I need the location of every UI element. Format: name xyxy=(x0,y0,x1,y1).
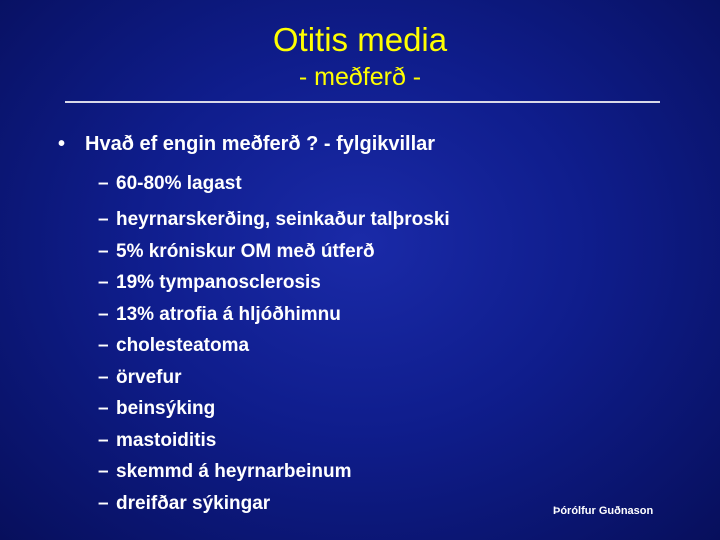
main-bullet xyxy=(58,131,435,157)
list-item-text: 13% atrofia á hljóðhimnu xyxy=(116,303,341,325)
list-item xyxy=(98,490,450,522)
dash-icon: – xyxy=(98,366,109,388)
dash-icon: – xyxy=(98,303,109,325)
bullet-dot-icon: • xyxy=(58,133,66,155)
list-item-text: örvefur xyxy=(116,366,182,388)
slide-subtitle: - meðferð - xyxy=(298,63,422,91)
dash-icon: – xyxy=(98,335,109,356)
dash-icon: – xyxy=(98,209,109,230)
dash-icon: – xyxy=(98,173,109,194)
list-item xyxy=(98,395,450,427)
dash-icon: – xyxy=(98,398,109,419)
list-item-text: cholesteatoma xyxy=(116,335,250,356)
list-item xyxy=(98,238,450,270)
list-item xyxy=(98,170,450,206)
slide-title: Otitis media xyxy=(272,21,448,58)
dash-icon: – xyxy=(98,429,109,451)
author-credit: Þórólfur Guðnason xyxy=(553,505,654,517)
list-item xyxy=(98,206,450,238)
list-item-text: 5% króniskur OM með útferð xyxy=(116,240,375,262)
list-item-text: 60-80% lagast xyxy=(116,173,242,194)
main-bullet-text: Hvað ef engin meðferð ? - fylgikvillar xyxy=(85,133,436,155)
dash-icon: – xyxy=(98,272,109,293)
list-item-text: beinsýking xyxy=(116,398,216,419)
list-item xyxy=(98,458,450,490)
list-item xyxy=(98,269,450,301)
dash-icon: – xyxy=(98,492,109,514)
dash-icon: – xyxy=(98,461,109,482)
list-item-text: mastoiditis xyxy=(116,429,217,451)
list-item-text: dreifðar sýkingar xyxy=(116,492,271,514)
sub-bullet-list xyxy=(98,170,450,521)
dash-icon: – xyxy=(98,240,109,262)
list-item xyxy=(98,301,450,333)
list-item xyxy=(98,332,450,364)
list-item xyxy=(98,427,450,459)
list-item-text: heyrnarskerðing, seinkaður talþroski xyxy=(116,209,450,230)
list-item xyxy=(98,364,450,396)
title-divider xyxy=(65,101,660,103)
list-item-text: 19% tympanosclerosis xyxy=(116,272,321,293)
list-item-text: skemmd á heyrnarbeinum xyxy=(116,461,352,482)
